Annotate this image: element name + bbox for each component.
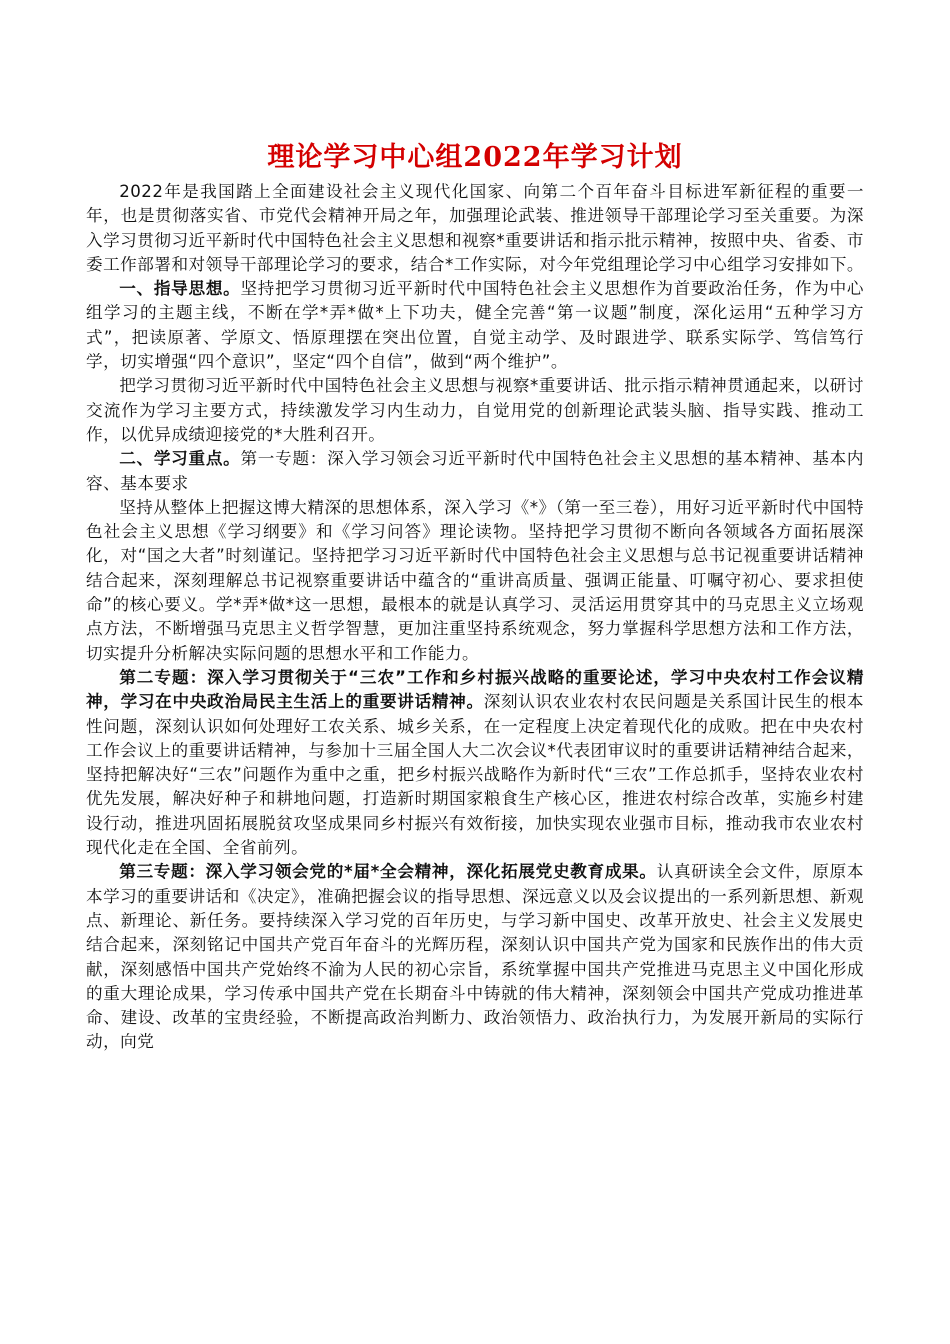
topic-one-paragraph <box>86 496 864 666</box>
paragraph-text: 第一专题：深入学习领会习近平新时代中国特色社会主义思想的基本精神、基本内容、基本要求 <box>86 449 865 493</box>
paragraph-text: 认真研读全会文件，原原本本学习的重要讲话和《决定》，准确把握会议的指导思想、深远意义以及会议提出的一系列新思想、新观点、新理论、新任务。要持续深入学习党的百年历史，与学习新中国史、改革开放史、社会主义发展史结合起来，深刻铭记中国共产党百年奋斗的光辉历程，深刻认识中国共产党为国家和民族作出的伟大贡献，深刻感悟中国共产党始终不渝为人民的初心宗旨，系统掌握中国共产党推进马克思主义中国化形成的重大理论成果，学习传承中国共产党在长期奋斗中铸就的伟大精神，深刻领会中国共产党成功推进革命、建设、改革的宝贵经验，不断提高政治判断力、政治领悟力、政治执行力，为发展开新局的实际行动，向党 <box>86 862 865 1052</box>
study-focus-paragraph <box>86 447 864 496</box>
intro-paragraph <box>86 180 864 277</box>
topic-two-paragraph <box>86 666 864 860</box>
document-body <box>86 180 864 1055</box>
topic-three-heading: 第三专题：深入学习领会党的*届*全会精神，深化拓展党史教育成果。 <box>119 862 657 882</box>
document-title: 理论学习中心组2022年学习计划 <box>267 142 683 173</box>
guiding-thought-paragraph-2 <box>86 374 864 447</box>
section-heading-study-focus: 二、学习重点。 <box>119 449 241 469</box>
paragraph-text: 2022年是我国踏上全面建设社会主义现代化国家、向第二个百年奋斗目标进军新征程的重要一年，也是贯彻落实省、市党代会精神开局之年，加强理论武装、推进领导干部理论学习至关重要。为深入学习贯彻习近平新时代中国特色社会主义思想和视察*重要讲话和指示批示精神，按照中央、省委、市委工作部署和对领导干部理论学习的要求，结合*工作实际，对今年党组理论学习中心组学习安排如下。 <box>86 182 865 274</box>
section-heading-guiding-thought: 一、指导思想。 <box>119 279 241 299</box>
paragraph-text: 把学习贯彻习近平新时代中国特色社会主义思想与视察*重要讲话、批示指示精神贯通起来，以研讨交流作为学习主要方式，持续激发学习内生动力，自觉用党的创新理论武装头脑、指导实践、推动工作，以优异成绩迎接党的*大胜利召开。 <box>86 376 864 444</box>
guiding-thought-paragraph <box>86 277 864 374</box>
paragraph-text: 坚持从整体上把握这博大精深的思想体系，深入学习《*》（第一至三卷），用好习近平新时代中国特色社会主义思想《学习纲要》和《学习问答》理论读物。坚持把学习贯彻不断向各领域各方面拓展深化，对“国之大者”时刻谨记。坚持把学习习近平新时代中国特色社会主义思想与总书记视重要讲话精神结合起来，深刻理解总书记视察重要讲话中蕴含的“重讲高质量、强调正能量、叮嘱守初心、要求担使命”的核心要义。学*弄*做*这一思想，最根本的就是认真学习、灵活运用贯穿其中的马克思主义立场观点方法，不断增强马克思主义哲学智慧，更加注重坚持系统观念，努力掌握科学思想方法和工作方法，切实提升分析解决实际问题的思想水平和工作能力。 <box>86 497 864 663</box>
paragraph-text: 深刻认识农业农村农民问题是关系国计民生的根本性问题，深刻认识如何处理好工农关系、城乡关系，在一定程度上决定着现代化的成败。把在中央农村工作会议上的重要讲话精神，与参加十三届全国人大二次会议*代表团审议时的重要讲话精神结合起来，坚持把解决好“三农”问题作为重中之重，把乡村振兴战略作为新时代“三农”工作总抓手，坚持农业农村优先发展，解决好种子和耕地问题，打造新时期国家粮食生产核心区，推进农村综合改革，实施乡村建设行动，推进巩固拓展脱贫攻坚成果同乡村振兴有效衔接，加快实现农业强市目标，推动我市农业农村现代化走在全国、全省前列。 <box>86 692 865 858</box>
topic-two-heading: 第二专题：深入学习贯彻关于“三农”工作和乡村振兴战略的重要论述，学习中央农村工作会议精神，学习在中央政治局民主生活上的重要讲话精神。 <box>86 667 864 712</box>
topic-three-paragraph <box>86 860 864 1054</box>
paragraph-text: 坚持把学习贯彻习近平新时代中国特色社会主义思想作为首要政治任务，作为中心组学习的主题主线，不断在学*弄*做*上下功夫，健全完善“第一议题”制度，深化运用“五种学习方式”，把读原著、学原文、悟原理摆在突出位置，自觉主动学、及时跟进学、联系实际学、笃信笃行学，切实增强“四个意识”，坚定“四个自信”，做到“两个维护”。 <box>86 279 865 372</box>
